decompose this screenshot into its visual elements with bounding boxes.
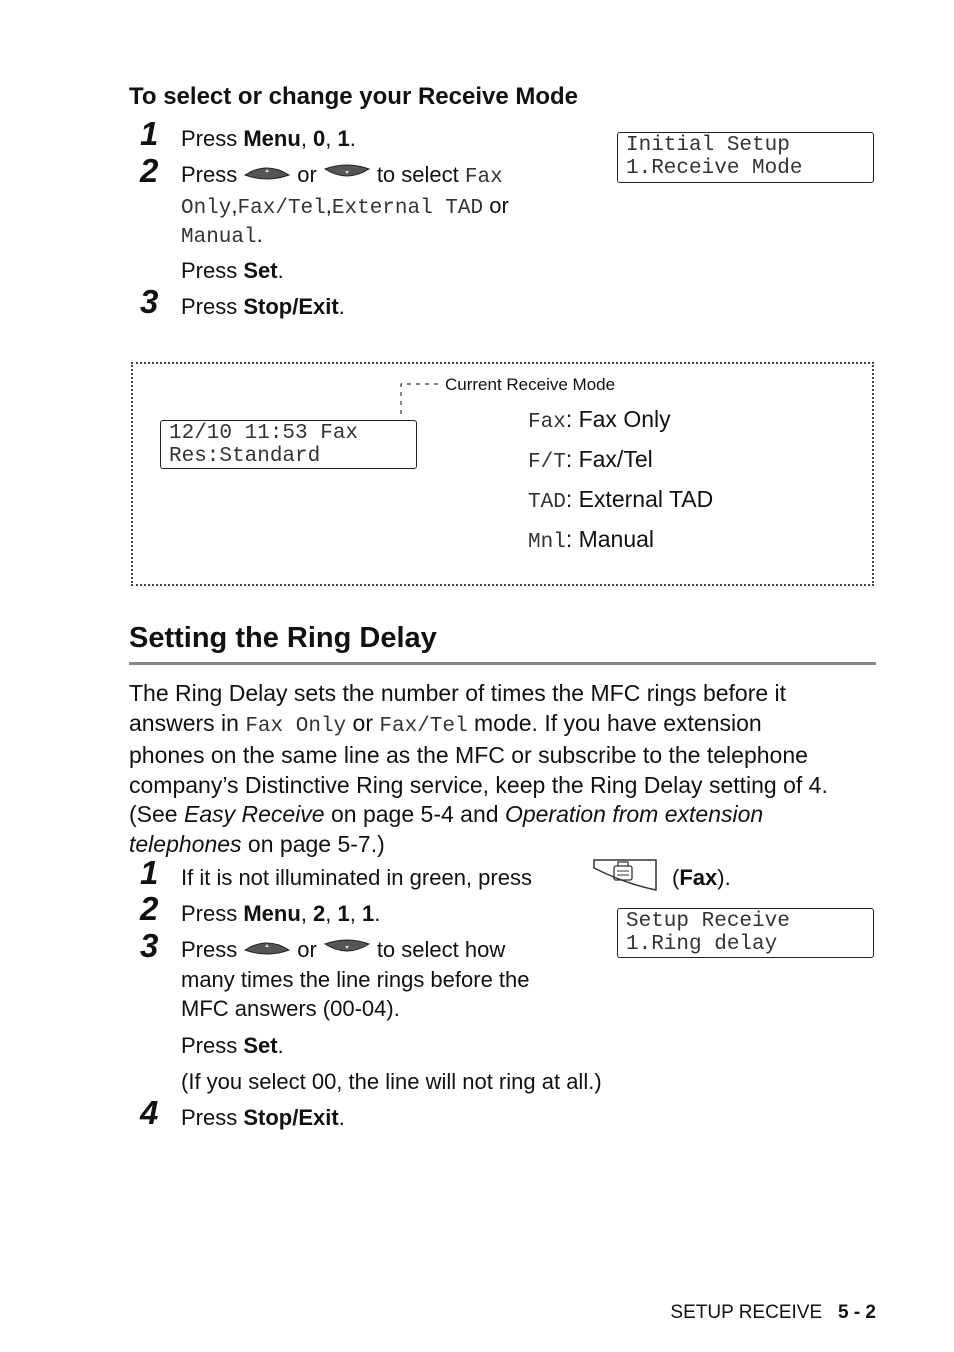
down-arrow-button-icon	[323, 934, 371, 963]
diagram-frame	[131, 362, 874, 586]
step-text: MFC answers (00-04).	[181, 996, 400, 1021]
step-number: 4	[140, 1094, 159, 1131]
step-text: Press Set.	[181, 1033, 284, 1058]
step-text: Press Menu, 2, 1, 1.	[181, 901, 381, 926]
step-number: 3	[140, 927, 159, 964]
legend-item: F/T: Fax/Tel	[528, 446, 653, 474]
step-text: Press or to select how	[181, 935, 505, 966]
step-text: Press Stop/Exit.	[181, 294, 345, 319]
step-text: Manual.	[181, 222, 263, 249]
lcd-line-1: Initial Setup	[626, 134, 790, 157]
lcd-line-2: 1.Receive Mode	[626, 157, 803, 180]
section1-heading: To select or change your Receive Mode	[129, 83, 579, 110]
lcd-display	[617, 132, 874, 183]
step-text: Press or to select Fax	[181, 160, 503, 192]
step-number: 2	[140, 890, 159, 927]
lcd-display	[160, 420, 417, 469]
para-line: company’s Distinctive Ring service, keep the Ring Delay setting of 4.	[129, 771, 828, 798]
step-number: 1	[140, 115, 159, 152]
step-note: (If you select 00, the line will not ring at all.)	[181, 1069, 602, 1094]
step-text: Only,Fax/Tel,External TAD or	[181, 193, 509, 220]
legend-item: TAD: External TAD	[528, 486, 714, 514]
para-line: phones on the same line as the MFC or subscribe to the telephone	[129, 742, 808, 768]
page-number: 5 - 2	[837, 1302, 876, 1323]
callout-label: Current Receive Mode	[445, 375, 616, 394]
lcd-line-1: 12/10 11:53 Fax	[169, 422, 359, 445]
step-text: Press Menu, 0, 1.	[181, 126, 356, 151]
page-footer	[670, 1302, 876, 1324]
lcd-display	[617, 908, 874, 958]
up-arrow-button-icon	[243, 159, 291, 188]
step-number: 2	[140, 152, 159, 189]
mode-legend	[528, 401, 713, 561]
legend-item: Fax: Fax Only	[528, 406, 671, 434]
para-line: telephones on page 5-7.)	[129, 830, 385, 857]
intro-paragraph	[129, 679, 889, 859]
fax-key-icon	[590, 856, 662, 894]
para-line: (See Easy Receive on page 5-4 and Operation from extension	[129, 801, 764, 827]
step-text: Press Stop/Exit.	[181, 1105, 345, 1130]
heading-rule	[129, 662, 876, 665]
lcd-line-1: Setup Receive	[626, 910, 790, 933]
step-number: 3	[140, 283, 159, 320]
step-text: (Fax).	[672, 865, 731, 890]
section2-heading: Setting the Ring Delay	[129, 622, 437, 654]
para-line: The Ring Delay sets the number of times the MFC rings before it	[129, 680, 787, 706]
step-text: If it is not illuminated in green, press	[181, 865, 532, 890]
step-text: many times the line rings before the	[181, 967, 530, 992]
callout-leader	[395, 378, 445, 418]
up-arrow-button-icon	[243, 934, 291, 963]
lcd-line-2: Res:Standard	[169, 445, 321, 468]
para-line: answers in Fax Only or Fax/Tel mode. If you have extension	[129, 709, 762, 738]
step-number: 1	[140, 854, 159, 891]
lcd-line-2: 1.Ring delay	[626, 933, 778, 956]
down-arrow-button-icon	[323, 159, 371, 188]
step-text: Press Set.	[181, 258, 284, 283]
legend-item: Mnl: Manual	[528, 526, 655, 554]
footer-section: SETUP RECEIVE	[670, 1302, 823, 1323]
